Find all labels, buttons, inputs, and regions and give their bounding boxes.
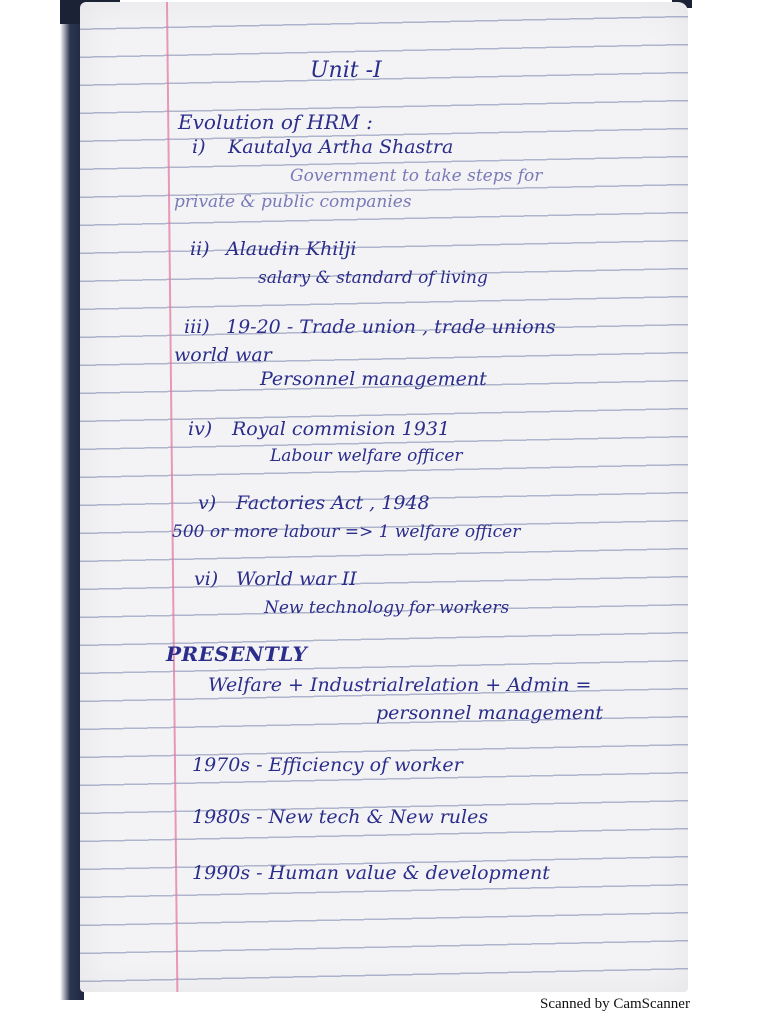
item-number: ii) (190, 238, 210, 260)
item-text: world war (174, 344, 272, 366)
presently-line: personnel management (376, 702, 603, 724)
item-text: Personnel management (260, 368, 487, 390)
item-text: Royal commision 1931 (232, 418, 451, 440)
item-text: Alaudin Khilji (226, 238, 357, 260)
margin-line (166, 2, 178, 992)
item-number: i) (192, 136, 206, 158)
item-text: Factories Act , 1948 (236, 492, 430, 514)
item-text: salary & standard of living (258, 268, 488, 288)
item-text: New technology for workers (264, 598, 510, 618)
item-number: v) (198, 492, 217, 514)
table-edge (0, 0, 84, 1000)
presently-line: Welfare + Industrialrelation + Admin = (208, 674, 592, 696)
notebook-page (80, 2, 688, 992)
presently-line: 1970s - Efficiency of worker (192, 754, 463, 776)
item-text: 19-20 - Trade union , trade unions (226, 316, 556, 338)
scanner-watermark: Scanned by CamScanner (540, 996, 690, 1012)
item-number: iii) (184, 316, 210, 338)
item-text: World war II (236, 568, 357, 590)
section-heading: Evolution of HRM : (178, 110, 373, 134)
page-title: Unit -I (310, 58, 382, 83)
item-text: 500 or more labour => 1 welfare officer (172, 522, 521, 542)
item-text: Labour welfare officer (270, 446, 463, 466)
presently-line: 1990s - Human value & development (192, 862, 550, 884)
item-number: iv) (188, 418, 213, 440)
item-text: Government to take steps for (290, 166, 543, 186)
presently-heading: PRESENTLY (166, 642, 308, 666)
item-number: vi) (194, 568, 219, 590)
item-text: Kautalya Artha Shastra (228, 136, 454, 158)
presently-line: 1980s - New tech & New rules (192, 806, 489, 828)
item-text: private & public companies (174, 192, 412, 212)
